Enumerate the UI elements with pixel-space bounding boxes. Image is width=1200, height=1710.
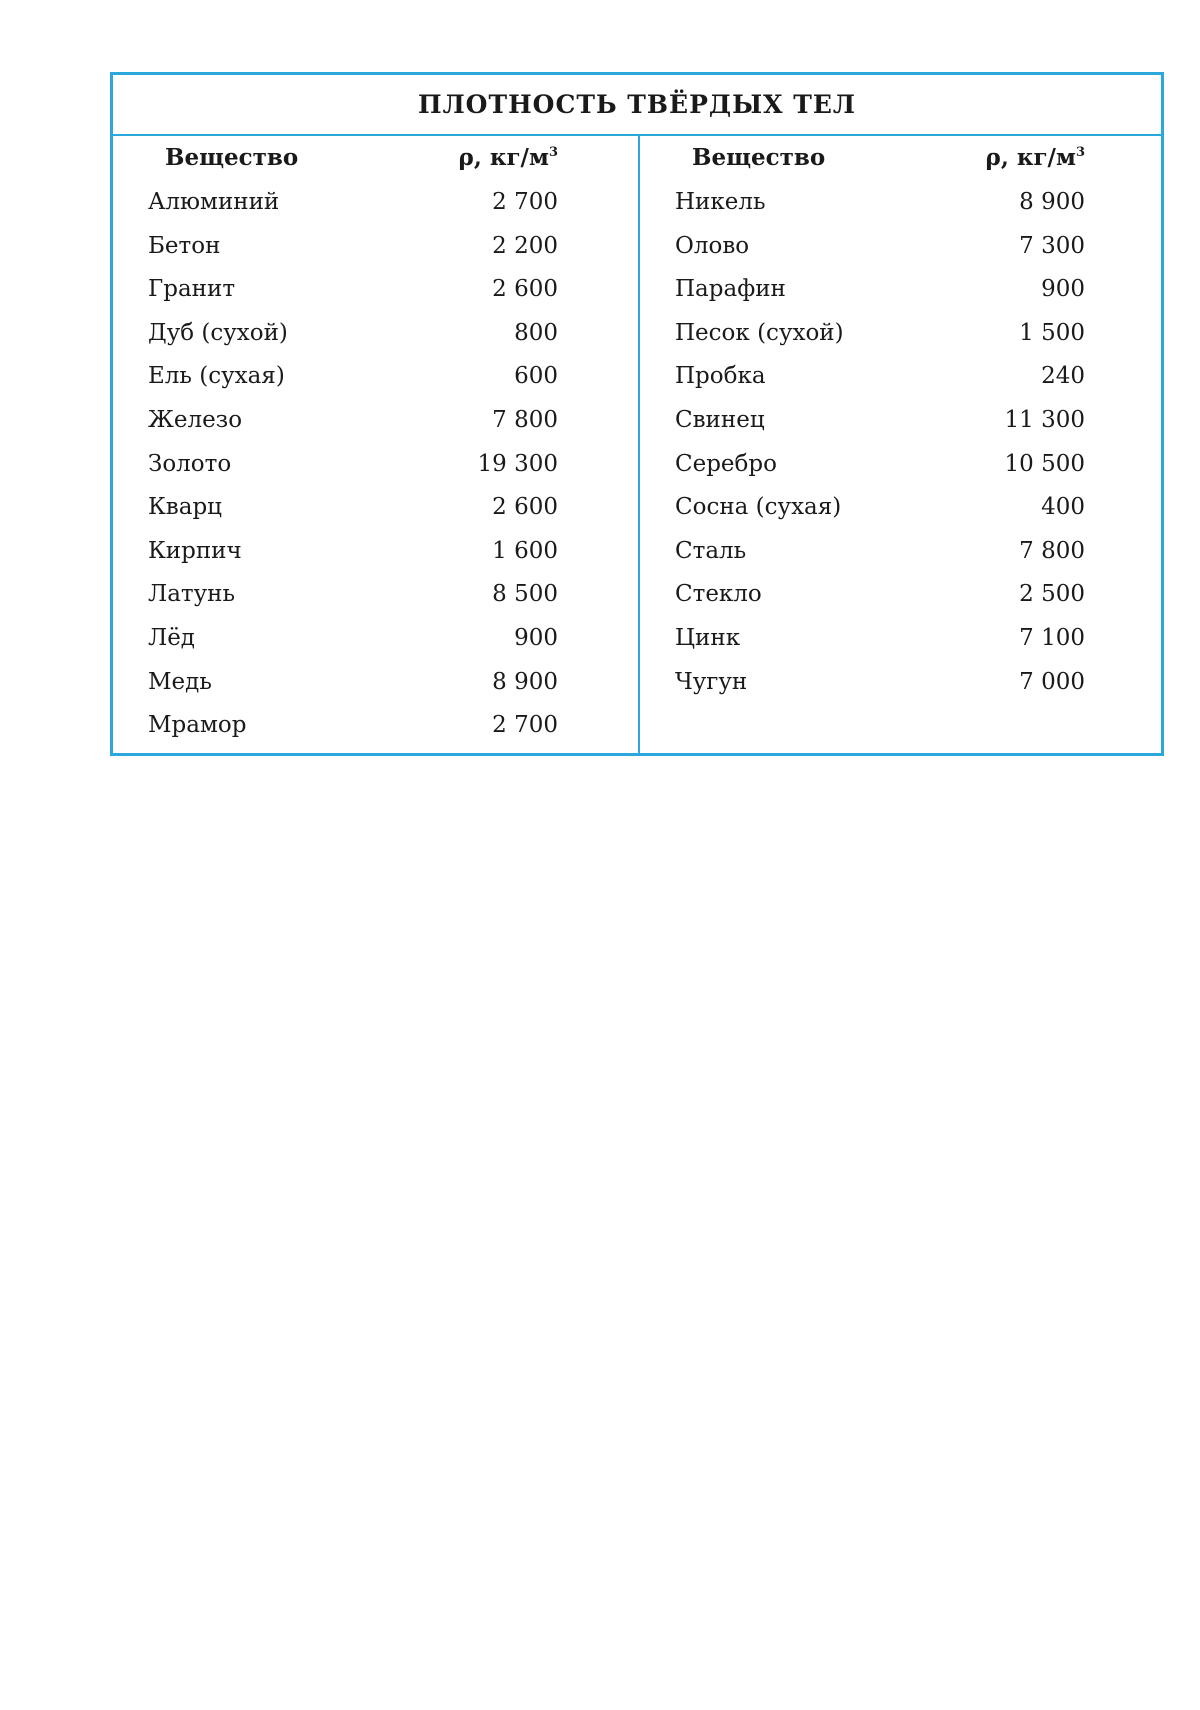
substance-name: Пробка	[675, 363, 766, 390]
substance-name: Алюминий	[148, 189, 280, 215]
header-unit-exponent: 3	[548, 145, 558, 160]
table-row	[640, 660, 1165, 704]
table-row	[640, 224, 1165, 268]
substance-name: Кварц	[148, 494, 222, 521]
table-row	[113, 572, 638, 616]
header-unit-prefix: ρ, кг/м	[985, 144, 1076, 171]
table-row	[113, 616, 638, 660]
density-value: 2 700	[492, 189, 558, 215]
substance-name: Стекло	[675, 581, 762, 608]
substance-name: Олово	[675, 232, 750, 259]
header-substance-left: Вещество	[165, 144, 299, 171]
substance-name: Никель	[675, 189, 766, 215]
substance-name: Парафин	[675, 276, 786, 303]
header-unit-prefix: ρ, кг/м	[458, 144, 549, 171]
density-value: 240	[1041, 363, 1085, 390]
density-value: 19 300	[477, 450, 558, 477]
table-row	[640, 485, 1165, 529]
density-value: 600	[514, 363, 558, 390]
table-row	[113, 529, 638, 573]
table-row	[640, 529, 1165, 573]
substance-name: Кирпич	[148, 537, 242, 564]
density-value: 7 800	[492, 406, 558, 433]
header-substance-right: Вещество	[692, 144, 826, 171]
density-value: 1 500	[1019, 319, 1085, 346]
table-row	[113, 354, 638, 398]
density-table	[110, 72, 1164, 756]
substance-name: Мрамор	[148, 712, 247, 739]
substance-name: Бетон	[148, 232, 221, 259]
table-row	[640, 267, 1165, 311]
density-value: 2 200	[492, 232, 558, 259]
density-value: 400	[1041, 494, 1085, 521]
density-value: 2 600	[492, 276, 558, 303]
density-value: 7 100	[1019, 624, 1085, 651]
substance-name: Дуб (сухой)	[148, 319, 288, 346]
table-row	[640, 398, 1165, 442]
table-row	[113, 224, 638, 268]
table-row	[113, 485, 638, 529]
header-row-right	[640, 136, 1165, 180]
density-value: 10 500	[1004, 450, 1085, 477]
rows-right	[640, 180, 1165, 703]
density-value: 8 900	[492, 668, 558, 695]
density-value: 800	[514, 319, 558, 346]
substance-name: Лёд	[148, 624, 195, 651]
density-value: 2 600	[492, 494, 558, 521]
table-row	[113, 398, 638, 442]
rows-left	[113, 180, 638, 747]
header-row-left	[113, 136, 638, 180]
substance-name: Свинец	[675, 406, 765, 433]
substance-name: Сталь	[675, 537, 747, 564]
density-value: 8 500	[492, 581, 558, 608]
table-row	[640, 442, 1165, 486]
density-value: 7 800	[1019, 537, 1085, 564]
substance-name: Песок (сухой)	[675, 319, 844, 346]
header-unit-right	[986, 144, 1085, 171]
table-row	[113, 267, 638, 311]
density-value: 1 600	[492, 537, 558, 564]
table-row	[640, 616, 1165, 660]
right-half	[640, 136, 1165, 753]
table-row	[113, 703, 638, 747]
table-row	[113, 442, 638, 486]
density-value: 900	[514, 624, 558, 651]
table-row	[113, 180, 638, 224]
substance-name: Медь	[148, 668, 212, 695]
substance-name: Железо	[148, 406, 243, 433]
table-row	[113, 311, 638, 355]
table-row	[640, 572, 1165, 616]
substance-name: Ель (сухая)	[148, 363, 285, 390]
substance-name: Золото	[148, 450, 232, 477]
substance-name: Гранит	[148, 276, 236, 303]
substance-name: Чугун	[675, 668, 748, 695]
substance-name: Серебро	[675, 450, 777, 477]
density-value: 2 700	[492, 712, 558, 739]
left-half	[113, 136, 638, 753]
substance-name: Латунь	[148, 581, 236, 608]
density-value: 7 300	[1019, 232, 1085, 259]
substance-name: Сосна (сухая)	[675, 494, 842, 521]
table-title: ПЛОТНОСТЬ ТВЁРДЫХ ТЕЛ	[113, 75, 1161, 136]
table-row	[640, 180, 1165, 224]
header-unit-exponent: 3	[1075, 145, 1085, 160]
table-row	[113, 660, 638, 704]
substance-name: Цинк	[675, 624, 741, 651]
density-value: 7 000	[1019, 668, 1085, 695]
density-value: 2 500	[1019, 581, 1085, 608]
density-value: 11 300	[1004, 406, 1085, 433]
header-unit-left	[459, 144, 558, 171]
density-value: 900	[1041, 276, 1085, 303]
density-value: 8 900	[1019, 189, 1085, 215]
table-row	[640, 354, 1165, 398]
table-row	[640, 311, 1165, 355]
